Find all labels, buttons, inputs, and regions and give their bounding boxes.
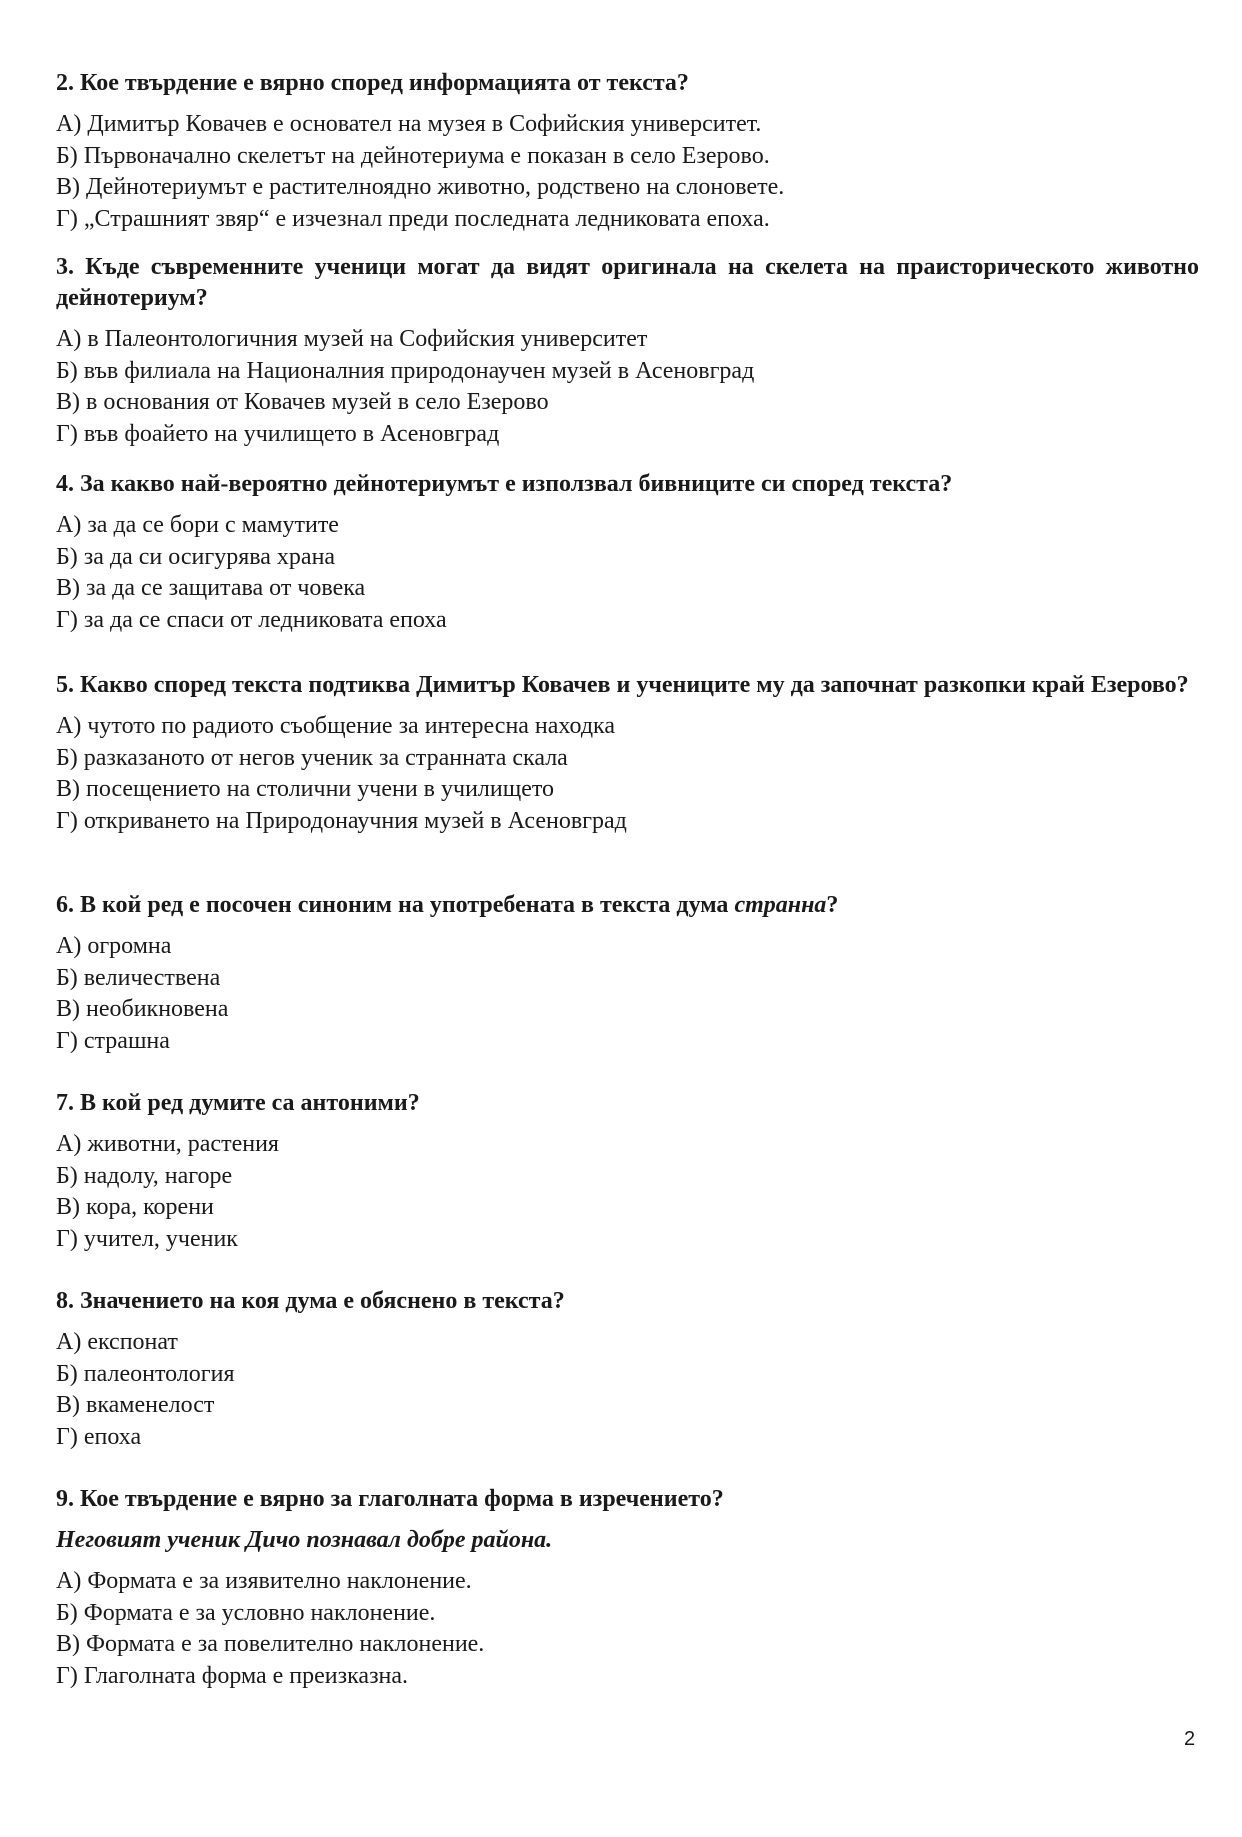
question-4 <box>56 469 1199 636</box>
option-d: Г) „Страшният звяр“ е изчезнал преди последната ледниковата епоха. <box>56 205 770 232</box>
option-d: Г) във фоайето на училището в Асеновград <box>56 420 500 447</box>
option-b: Б) надолу, нагоре <box>56 1162 233 1189</box>
option-d: Г) страшна <box>56 1027 170 1054</box>
highlighted-word: странна <box>734 892 827 918</box>
option-c: В) Формата е за повелително наклонение. <box>56 1631 485 1657</box>
option-a: А) огромна <box>56 933 172 959</box>
option-a: А) Димитър Ковачев е основател на музея в Софийския университет. <box>56 111 762 137</box>
option-c: В) за да се защитава от човека <box>56 575 366 601</box>
question-title: 5. Какво според текста подтиква Димитър Ковачев и учениците му да започнат разкопки край Езерово? <box>56 672 1189 698</box>
question-3 <box>56 252 1199 450</box>
option-c: В) кора, корени <box>56 1194 214 1220</box>
option-d: Г) епоха <box>56 1423 142 1450</box>
question-title: 3. Къде съвременните ученици могат да видят оригинала на скелета на праисторическото животно дейнотериум? <box>56 254 1199 311</box>
question-mark: ? <box>826 892 839 918</box>
option-b: Б) разказаното от негов ученик за странната скала <box>56 744 568 771</box>
question-title: 8. Значението на коя дума е обяснено в текста? <box>56 1288 565 1314</box>
option-b: Б) във филиала на Националния природонаучен музей в Асеновград <box>56 357 755 384</box>
question-title: 2. Кое твърдение е вярно според информацията от текста? <box>56 70 689 96</box>
option-a: А) Формата е за изявително наклонение. <box>56 1568 472 1594</box>
question-title: 7. В кой ред думите са антоними? <box>56 1090 420 1116</box>
question-title: 9. Кое твърдение е вярно за глаголната форма в изречението? <box>56 1486 724 1512</box>
question-9 <box>56 1484 1199 1692</box>
question-title-text: 6. В кой ред е посочен синоним на употребената в текста дума <box>56 892 735 918</box>
option-d: Г) за да се спаси от ледниковата епоха <box>56 606 447 633</box>
option-c: В) в основания от Ковачев музей в село Езерово <box>56 389 549 415</box>
option-b: Б) величествена <box>56 964 221 991</box>
question-7 <box>56 1088 1199 1255</box>
option-a: А) чутото по радиото съобщение за интересна находка <box>56 713 615 739</box>
page-number: 2 <box>1184 1728 1196 1750</box>
example-sentence: Неговият ученик Дичо познавал добре района. <box>56 1527 553 1553</box>
question-title: 4. За какво най-вероятно дейнотериумът е използвал бивниците си според текста? <box>56 471 953 497</box>
option-c: В) необикновена <box>56 996 229 1022</box>
option-b: Б) Първоначално скелетът на дейнотериума е показан в село Езерово. <box>56 142 770 169</box>
question-6 <box>56 890 1199 1057</box>
question-title <box>56 890 1199 921</box>
option-c: В) посещението на столични учени в училището <box>56 776 555 802</box>
option-b: Б) за да си осигурява храна <box>56 543 336 570</box>
option-c: В) Дейнотериумът е растителноядно животно, родствено на слоновете. <box>56 174 785 200</box>
option-d: Г) учител, ученик <box>56 1225 238 1252</box>
option-d: Г) откриването на Природонаучния музей в Асеновград <box>56 807 627 834</box>
option-b: Б) палеонтология <box>56 1360 235 1387</box>
option-a: А) за да се бори с мамутите <box>56 512 339 538</box>
option-a: А) животни, растения <box>56 1131 279 1157</box>
question-5 <box>56 670 1199 837</box>
option-b: Б) Формата е за условно наклонение. <box>56 1599 436 1626</box>
question-8 <box>56 1286 1199 1453</box>
option-a: А) в Палеонтологичния музей на Софийския университет <box>56 326 648 352</box>
option-a: А) експонат <box>56 1329 178 1355</box>
question-2 <box>56 68 1199 235</box>
option-d: Г) Глаголната форма е преизказна. <box>56 1662 409 1689</box>
option-c: В) вкаменелост <box>56 1392 215 1418</box>
